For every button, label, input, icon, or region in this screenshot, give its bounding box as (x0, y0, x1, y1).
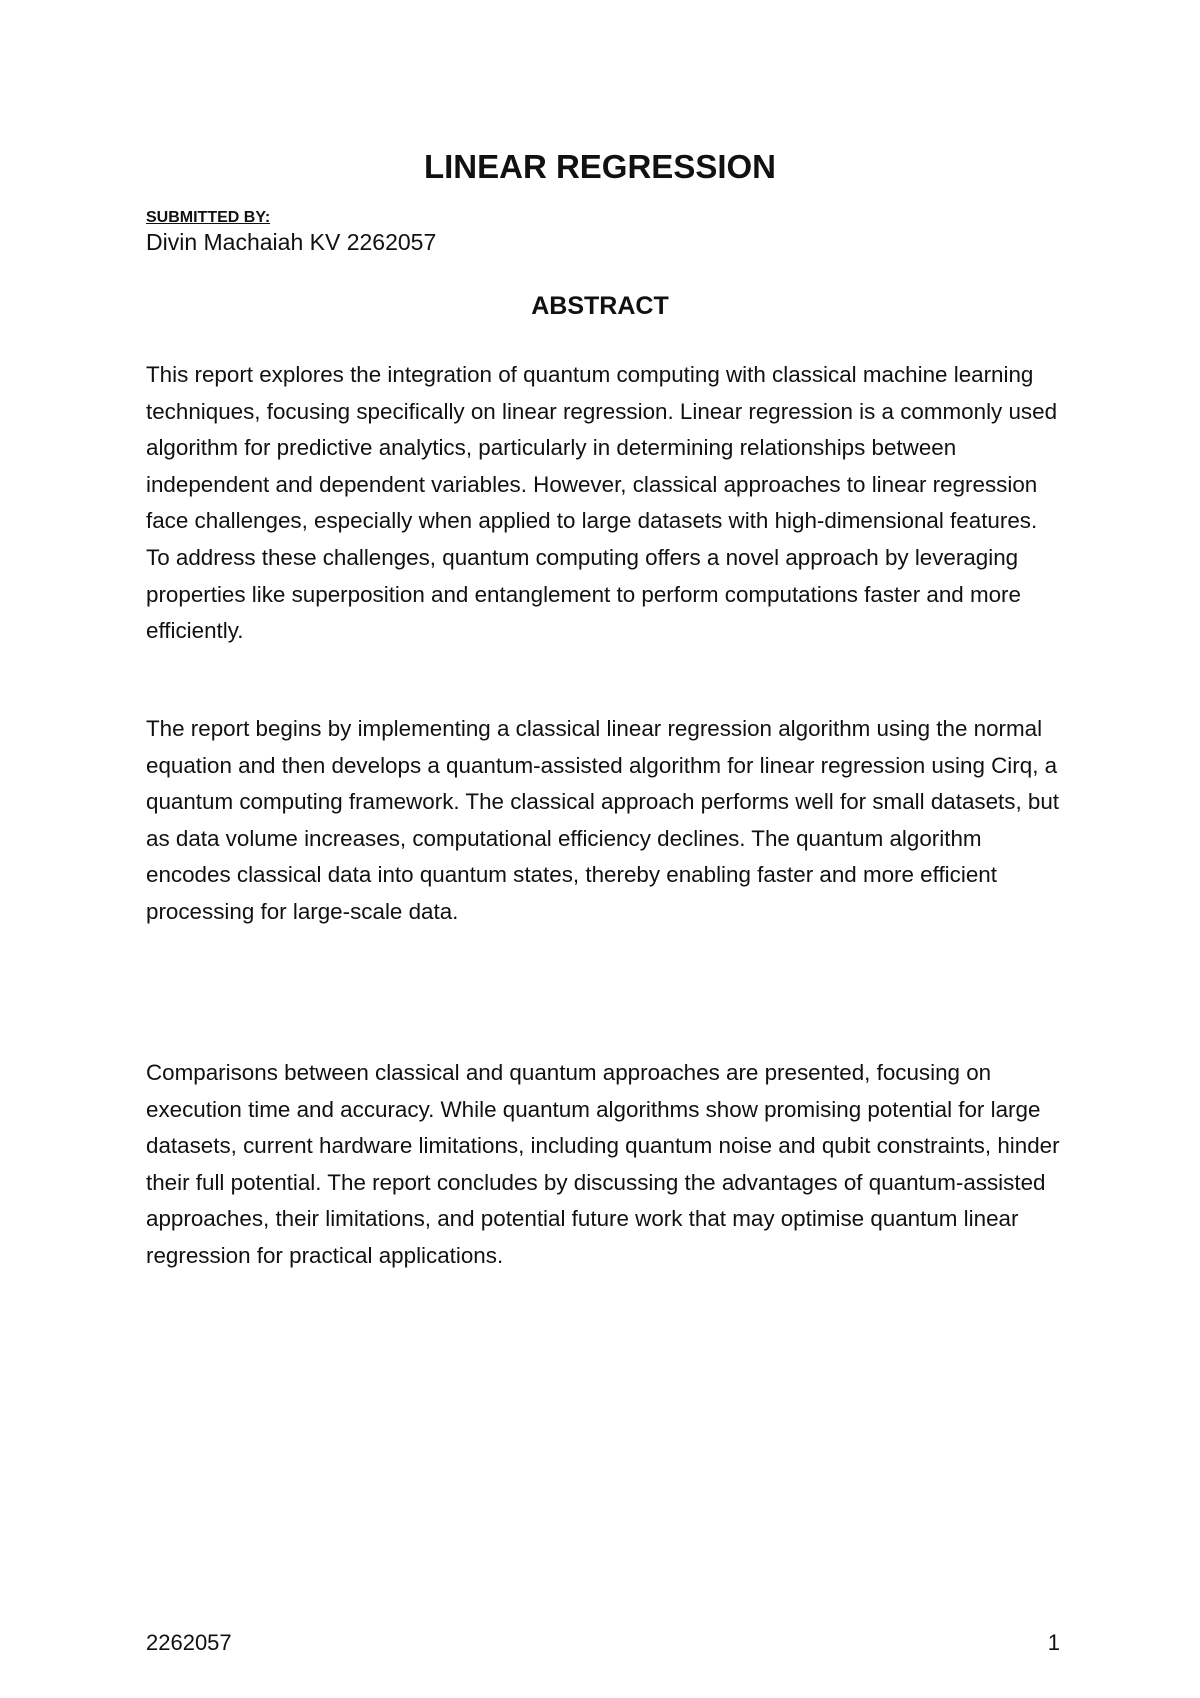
footer-student-id: 2262057 (146, 1630, 232, 1655)
abstract-paragraph-3: Comparisons between classical and quantum approaches are presented, focusing on execution time and accuracy. While quantum algorithms show promising potential for large datasets, current hardware limitations, including quantum noise and qubit constraints, hinder their full potential. The report concludes by discussing the advantages of quantum-assisted approaches, their limitations, and potential future work that may optimise quantum linear regression for practical applications. (146, 1060, 1060, 1268)
author-line: Divin Machaiah KV 2262057 (146, 229, 437, 255)
footer-page-number: 1 (1047, 1630, 1060, 1655)
abstract-paragraph-2: The report begins by implementing a classical linear regression algorithm using the normal equation and then develops a quantum-assisted algorithm for linear regression using Cirq, a quantum computing framework. The classical approach performs well for small datasets, but as data volume increases, computational efficiency declines. The quantum algorithm encodes classical data into quantum states, thereby enabling faster and more efficient processing for large-scale data. (146, 716, 1060, 924)
abstract-paragraph-1: This report explores the integration of quantum computing with classical machine learning techniques, focusing specifically on linear regression. Linear regression is a commonly used algorithm for predictive analytics, particularly in determining relationships between independent and dependent variables. However, classical approaches to linear regression face challenges, especially when applied to large datasets with high-dimensional features. To address these challenges, quantum computing offers a novel approach by leveraging properties like superposition and entanglement to perform computations faster and more efficiently. (146, 362, 1058, 644)
submitted-by-label: SUBMITTED BY: (146, 209, 271, 226)
abstract-heading: ABSTRACT (531, 292, 669, 320)
page-title: LINEAR REGRESSION (423, 148, 777, 185)
